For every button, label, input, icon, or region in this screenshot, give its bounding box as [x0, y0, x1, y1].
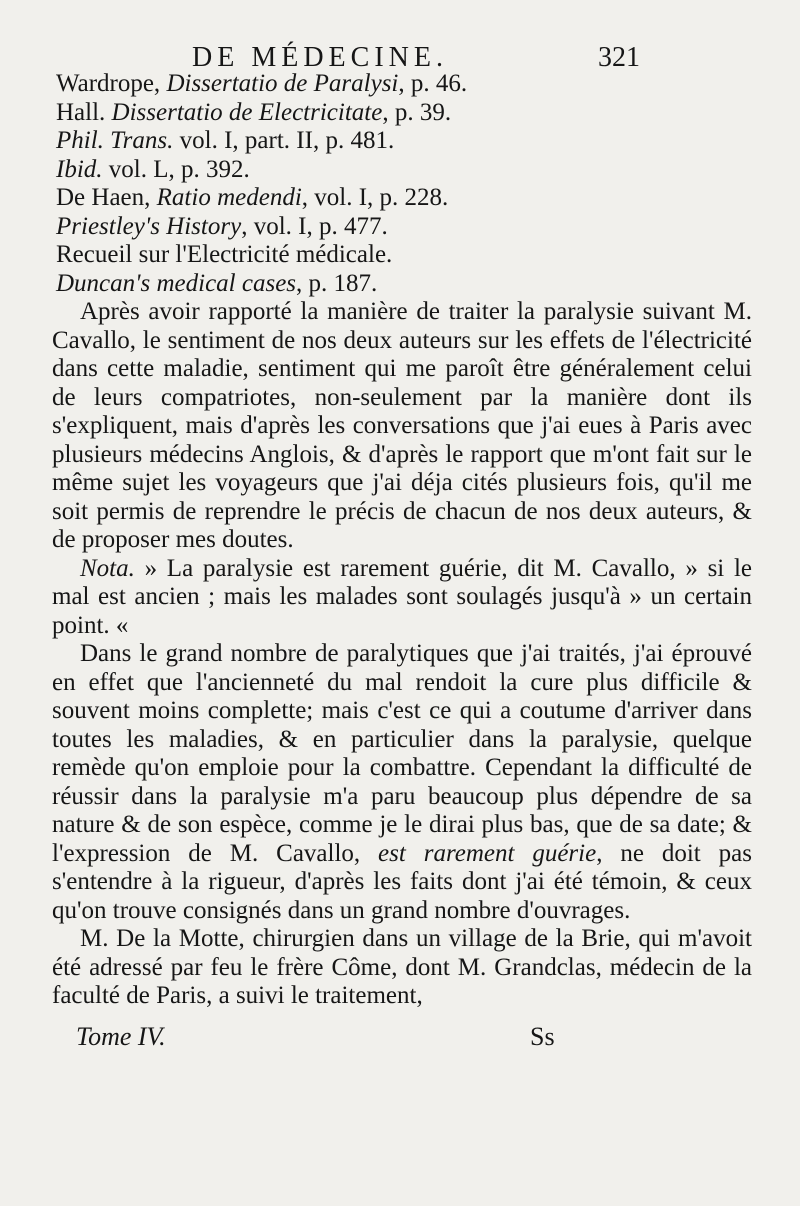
page-footer — [0, 1022, 800, 1062]
page-body — [52, 70, 752, 1011]
reference-line: Wardrope, Dissertatio de Paralysi, p. 46. — [56, 70, 468, 97]
page-number: 321 — [598, 42, 640, 73]
reference-line: De Haen, Ratio medendi, vol. I, p. 228. — [56, 184, 449, 211]
signature-mark: Ss — [530, 1022, 555, 1051]
reference-line: Duncan's medical cases, p. 187. — [56, 269, 378, 297]
paragraph: Après avoir rapporté la manière de traiter la paralysie suivant M. Cavallo, le sentiment de nos deux auteurs sur les effets de l'électricité dans cette maladie, sentiment qui me paroît être généralement celui de leurs compatriotes, non-seulement par la manière dont ils s'expliquent, mais d'après les conversations que j'ai eues à Paris avec plusieurs médecins Anglois, & d'après le rapport que m'ont fait sur le même sujet les voyageurs que j'ai déja cités plusieurs fois, qu'il me soit permis de reprendre le précis de chacun de nos deux auteurs, & de proposer mes doutes. — [52, 298, 752, 553]
volume-label: Tome IV. — [76, 1022, 166, 1051]
paragraph: M. De la Motte, chirurgien dans un village de la Brie, qui m'avoit été adressé par feu le frère Côme, dont M. Grandclas, médecin de la faculté de Paris, a suivi le traitement, — [52, 925, 752, 1009]
reference-line: Priestley's History, vol. I, p. 477. — [56, 212, 388, 240]
quoted-phrase: est rarement guérie — [378, 839, 597, 867]
paragraph: Dans le grand nombre de paralytiques que j'ai traités, j'ai éprouvé en effet que l'ancienneté du mal rendoit la cure plus difficile & souvent moins complette; mais c'est ce qui a coutume d'arriver dans toutes les maladies, & en particulier dans la paralysie, quelque remède qu'on emploie pour la combattre. Cependant la difficulté de réussir dans la paralysie m'a paru beaucoup plus dépendre de sa nature & de son espèce, comme je le dirai plus bas, que de sa date; & l'expression de M. Cavallo, est rarement guérie, ne doit pas s'entendre à la rigueur, d'après les faits dont j'ai été témoin, & ceux qu'on trouve consignés dans un grand nombre d'ouvrages. — [52, 640, 752, 924]
nota-label: Nota. — [80, 554, 135, 582]
nota-quote: » La paralysie est rarement guérie, dit M. Cavallo, » si le mal est ancien ; mais les malades sont soulagés jusqu'à » un certain point. « — [52, 554, 752, 639]
reference-line: Hall. Dissertatio de Electricitate, p. 39. — [56, 98, 452, 126]
reference-line: Phil. Trans. vol. I, part. II, p. 481. — [56, 127, 395, 154]
reference-line: Recueil sur l'Electricité médicale. — [56, 241, 393, 268]
nota-paragraph — [52, 555, 752, 641]
reference-line: Ibid. vol. L, p. 392. — [56, 155, 250, 183]
running-head: DE MÉDECINE. — [192, 42, 448, 73]
